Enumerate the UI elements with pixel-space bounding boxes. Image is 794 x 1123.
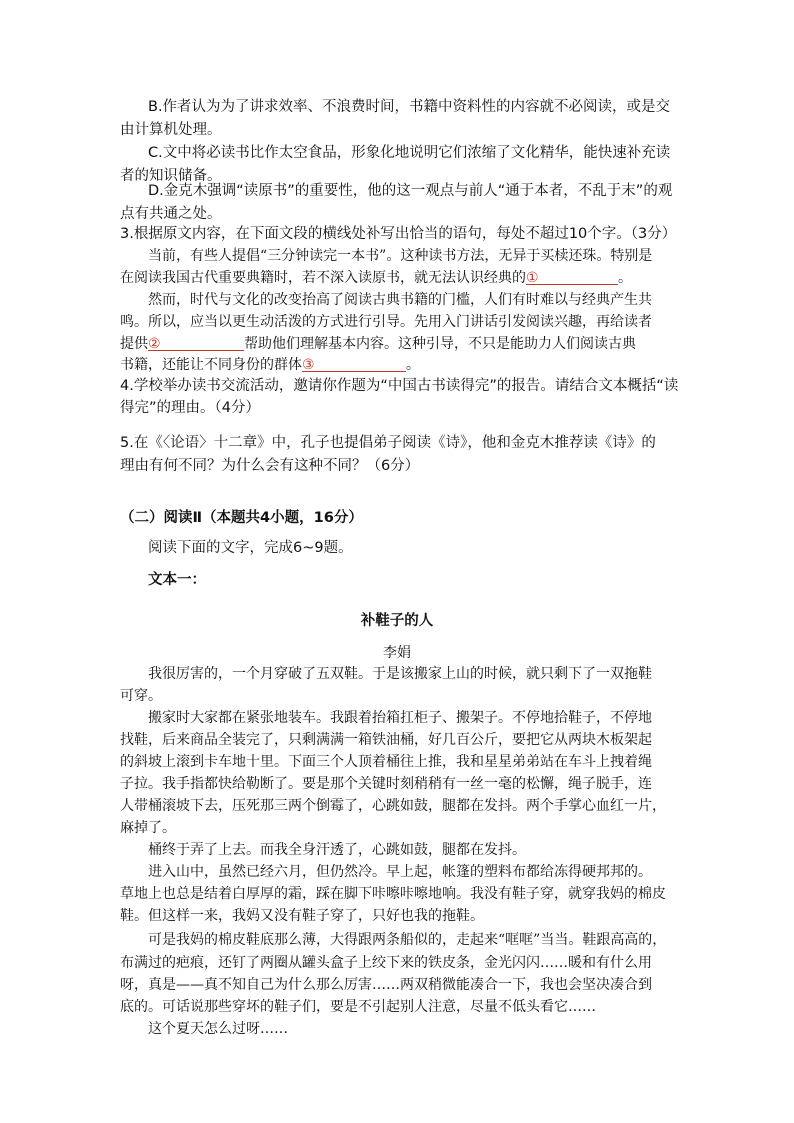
option-b-line1: B.作者认为为了讲求效率、不浪费时间，书籍中资料性的内容就不必阅读，或是交: [148, 99, 671, 115]
story-line: 可是我妈的棉皮鞋底那么薄，大得跟两条船似的，走起来“哐哐”当当。鞋跟高高的，: [148, 932, 667, 948]
q3-passage-line: [120, 268, 632, 288]
option-c-line2: 者的知识储备。: [120, 168, 222, 184]
q3-text: 在阅读我国古代重要典籍时，若不深入读原书，就无法认识经典的: [120, 270, 526, 286]
q3-passage-line: 然而，时代与文化的改变抬高了阅读古典书籍的门槛，人们有时难以与经典产生共: [148, 292, 652, 308]
q3-passage-line: 鸣。所以，应当以更生动活泼的方式进行引导。先用入门讲话引发阅读兴趣，再给读者: [120, 314, 652, 330]
story-line: 桶终于弄了上去。而我全身汗透了，心跳如鼓，腿都在发抖。: [148, 842, 526, 858]
option-d-line2: 点有共通之处。: [120, 206, 222, 222]
story-line: 鞋。但这样一来，我妈又没有鞋子穿了，只好也我的拖鞋。: [120, 908, 484, 924]
text-label: 文本一：: [148, 572, 206, 588]
story-line: 我很厉害的，一个月穿破了五双鞋。于是该搬家上山的时候，就只剩下了一双拖鞋: [148, 666, 652, 682]
question-4-line1: 4.学校举办读书交流活动，邀请你作题为“中国古书读得完”的报告。请结合文本概括“读: [120, 378, 679, 394]
q3-passage-line: [120, 334, 636, 354]
question-5-line1: 5.在《〈论语〉十二章》中，孔子也提倡弟子阅读《诗》，他和金克木推荐读《诗》的: [120, 435, 656, 451]
story-line: 进入山中，虽然已经六月，但仍然冷。早上起，帐篷的塑料布都给冻得硬邦邦的。: [148, 864, 652, 880]
q3-text: 帮助他们理解基本内容。这种引导，不只是能助力人们阅读古典: [244, 336, 636, 352]
q3-text: 书籍，还能让不同身份的群体: [120, 357, 302, 373]
section-heading: （二）阅读Ⅱ（本题共4小题，16分）: [120, 510, 363, 526]
story-line: 人带桶滚坡下去，压死那三两个倒霉了，心跳如鼓，腿都在发抖。两个手掌心血红一片，: [120, 798, 666, 814]
story-title: 补鞋子的人: [360, 613, 434, 629]
q3-text: 提供: [120, 336, 148, 352]
answer-blank-2[interactable]: ②: [148, 334, 244, 351]
story-line: 布满过的疤痕，还钉了两圈从罐头盒子上绞下来的铁皮条，金光闪闪……暖和有什么用: [120, 955, 652, 971]
q3-text: 。: [406, 357, 420, 373]
answer-blank-1[interactable]: ①: [526, 268, 618, 285]
story-line: 麻掉了。: [120, 820, 176, 836]
story-line: 草地上也总是结着白厚厚的霜，踩在脚下咔嚓咔嚓地响。我没有鞋子穿，就穿我妈的棉皮: [120, 886, 666, 902]
section-instruction: 阅读下面的文字，完成6~9题。: [148, 540, 353, 556]
q3-passage-line: [120, 355, 420, 375]
story-author: 李娟: [383, 645, 411, 661]
story-line: 可穿。: [120, 688, 162, 704]
story-line: 底的。可话说那些穿坏的鞋子们，要是不引起别人注意，尽量不低头看它……: [120, 999, 596, 1015]
q3-passage-line: 当前，有些人提倡“三分钟读完一本书”。这种读书方法，无异于买椟还珠。特别是: [148, 248, 653, 264]
option-c-line1: C.文中将必读书比作太空食品，形象化地说明它们浓缩了文化精华，能快速补充读: [148, 145, 671, 161]
question-3-prompt: 3.根据原文内容，在下面文段的横线处补写出恰当的语句，每处不超过10个字。（3分）: [120, 226, 677, 242]
story-line: 的斜坡上滚到卡车地十里。下面三个人顶着桶往上推，我和星星弟弟站在车斗上拽着绳: [120, 754, 652, 770]
q3-text: 。: [618, 270, 632, 286]
option-d-line1: D.金克木强调“读原书”的重要性，他的这一观点与前人“通于本者，不乱于末”的观: [148, 183, 673, 199]
story-line: 子拉。我手指都快给勒断了。要是那个关键时刻稍稍有一丝一毫的松懈，绳子脱手，连: [120, 776, 652, 792]
option-b-line2: 由计算机处理。: [120, 122, 222, 138]
answer-blank-3[interactable]: ③: [302, 355, 406, 372]
story-line: 搬家时大家都在紧张地装车。我跟着抬箱扛柜子、搬架子。不停地拾鞋子，不停地: [148, 710, 652, 726]
story-line: 这个夏天怎么过呀……: [148, 1021, 288, 1037]
story-line: 呀，真是——真不知自己为什么那么厉害……两双稍微能凑合一下，我也会坚决凑合到: [120, 977, 652, 993]
story-line: 找鞋，后来商品全装完了，只剩满满一箱铁油桶，好几百公斤，要把它从两块木板架起: [120, 732, 652, 748]
question-5-line2: 理由有何不同？为什么会有这种不同？（6分）: [120, 458, 420, 474]
question-4-line2: 得完”的理由。（4分）: [120, 400, 260, 416]
